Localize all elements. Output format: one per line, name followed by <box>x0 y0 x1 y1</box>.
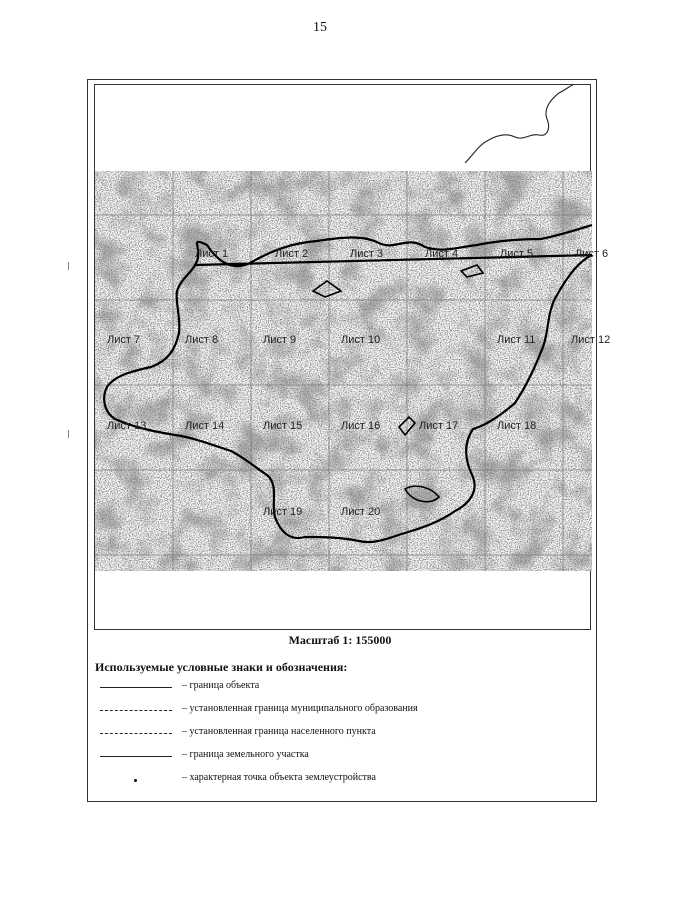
legend-item-text: – установленная граница населенного пункта <box>182 726 376 737</box>
legend-item-text: – характерная точка объекта землеустройства <box>182 772 376 783</box>
page-number: 15 <box>313 20 327 35</box>
sheet-label: Лист 15 <box>263 420 303 432</box>
solid-line-symbol <box>100 687 172 688</box>
legend-item-characteristic-point <box>100 772 580 786</box>
sheet-label: Лист 4 <box>425 248 459 260</box>
margin-tick <box>68 262 69 270</box>
dot-symbol <box>134 779 137 782</box>
sheet-label: Лист 1 <box>195 248 229 260</box>
dash-dot-dot-line-symbol <box>100 733 172 734</box>
overview-map <box>95 85 611 631</box>
sheet-label: Лист 5 <box>500 248 534 260</box>
sheet-label: Лист 19 <box>263 506 303 518</box>
sheet-label: Лист 13 <box>107 420 147 432</box>
legend-item-text: – установленная граница муниципального образования <box>182 703 418 714</box>
legend-item-land-plot-boundary <box>100 749 580 763</box>
sheet-label: Лист 16 <box>341 420 381 432</box>
neighbour-border-line <box>465 85 573 163</box>
sheet-label: Лист 2 <box>275 248 309 260</box>
legend-item-text: – граница объекта <box>182 680 260 691</box>
map-frame <box>94 84 611 630</box>
legend-item-text: – граница земельного участка <box>182 749 309 760</box>
scale-label: Масштаб 1: 155000 <box>288 633 392 647</box>
legend-item-municipal-boundary <box>100 703 580 717</box>
sheet-label: Лист 14 <box>185 420 225 432</box>
sheet-label: Лист 6 <box>575 248 609 260</box>
thin-line-symbol <box>100 756 172 757</box>
sheet-label: Лист 3 <box>350 248 384 260</box>
sheet-label: Лист 7 <box>107 334 141 346</box>
sheet-label: Лист 12 <box>571 334 611 346</box>
legend-item-settlement-boundary <box>100 726 580 740</box>
dash-dot-line-symbol <box>100 710 172 711</box>
sheet-label: Лист 18 <box>497 420 537 432</box>
sheet-label: Лист 8 <box>185 334 219 346</box>
sheet-label: Лист 9 <box>263 334 297 346</box>
legend-title: Используемые условные знаки и обозначения: <box>95 660 348 674</box>
legend-item-object-boundary <box>100 680 580 694</box>
sheet-label: Лист 17 <box>419 420 459 432</box>
margin-tick <box>68 430 69 438</box>
sheet-label: Лист 20 <box>341 506 381 518</box>
sheet-label: Лист 10 <box>341 334 381 346</box>
sheet-label: Лист 11 <box>497 334 536 346</box>
